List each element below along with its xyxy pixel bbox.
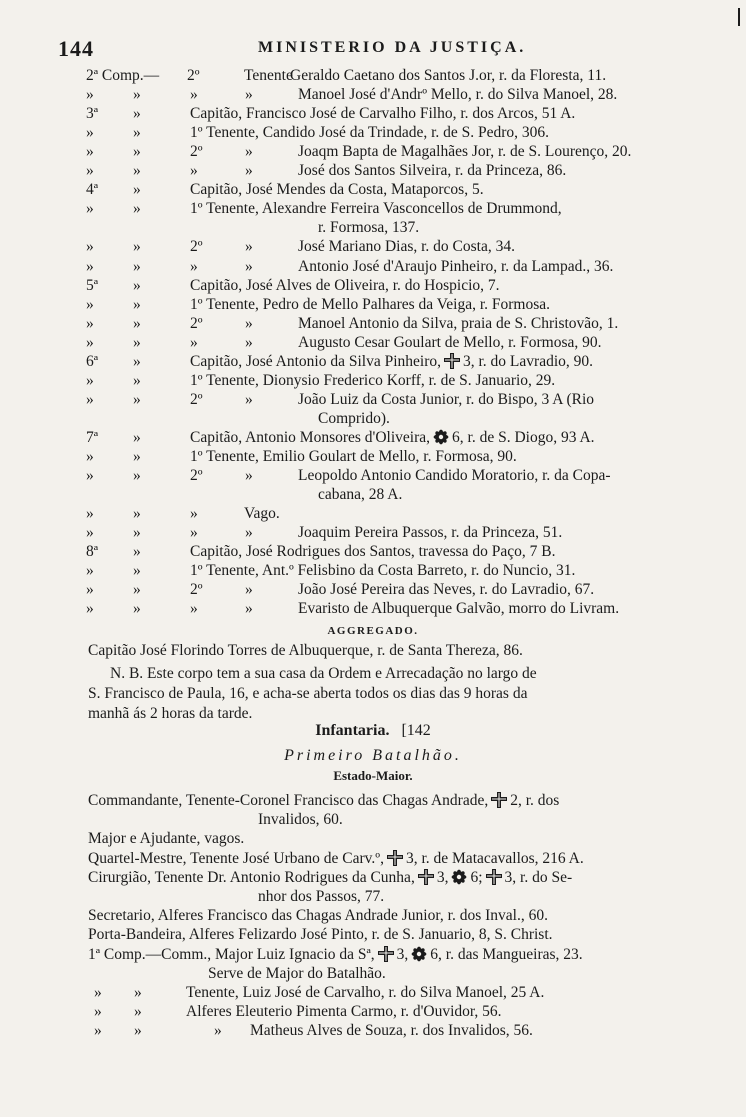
ditto-column: »	[133, 352, 141, 370]
ditto-column: »	[245, 314, 253, 332]
ditto-column: »	[86, 524, 94, 542]
roster-row	[0, 314, 746, 334]
ditto-column: »	[133, 467, 141, 485]
rank-number: 2º	[190, 238, 203, 256]
note-line: manhã ás 2 horas da tarde.	[88, 705, 253, 722]
entry-text: Capitão, Antonio Monsores d'Oliveira,	[190, 428, 431, 446]
ditto-column: 3ª	[86, 105, 99, 123]
roster-row	[0, 352, 746, 372]
ditto-column: »	[133, 371, 141, 389]
entry-text: Evaristo de Albuquerque Galvão, morro do Livram.	[298, 600, 620, 618]
roster-entry	[190, 447, 517, 467]
roster-row	[0, 580, 746, 600]
staff-line	[0, 849, 746, 869]
ditto-column: »	[86, 371, 94, 389]
ditto-column: »	[133, 600, 141, 618]
entry-text: Comprido).	[318, 409, 390, 427]
ditto-column: »	[245, 600, 253, 618]
roster-row	[0, 447, 746, 467]
entry-text: Manoel Antonio da Silva, praia de S. Christovão, 1.	[298, 314, 619, 332]
ditto-column: »	[86, 505, 94, 523]
ditto-column: »	[86, 448, 94, 465]
ditto-column: »	[134, 1003, 142, 1021]
ditto-column: »	[245, 524, 253, 542]
staff-heading: Estado-Maior.	[333, 768, 413, 783]
ditto-column: »	[245, 257, 253, 275]
ditto-column: »	[86, 238, 94, 256]
ditto-column: »	[86, 390, 94, 408]
staff-line	[0, 810, 746, 830]
entry-text: 3,	[396, 945, 409, 963]
roster-entry	[298, 237, 515, 257]
entry-text: 1º Tenente, Pedro de Mello Palhares da Veiga, r. Formosa.	[190, 295, 551, 313]
section-ref: [142	[401, 722, 431, 739]
ditto-column: »	[133, 238, 141, 256]
ditto-column: »	[133, 143, 141, 161]
roster-row	[0, 142, 746, 162]
ditto-column: »	[245, 581, 253, 599]
ditto-column: 8ª	[86, 543, 99, 561]
roster-row	[0, 161, 746, 181]
ditto-column: »	[133, 333, 141, 351]
rank-number: »	[190, 86, 198, 104]
entry-text: Capitão, José Rodrigues dos Santos, travessa do Paço, 7 B.	[190, 543, 556, 561]
staff-entry	[88, 906, 548, 926]
staff-line	[0, 868, 746, 888]
ditto-column: »	[245, 333, 253, 351]
ditto-column: »	[245, 238, 253, 256]
ditto-column: »	[245, 162, 253, 180]
ditto-column: »	[133, 200, 141, 218]
note-line: N. B. Este corpo tem a sua casa da Ordem e Arrecadação no largo de	[110, 665, 537, 682]
entry-text: 6, r. de S. Diogo, 93 A.	[452, 428, 595, 446]
ditto-column: 5ª	[86, 276, 99, 294]
staff-line	[0, 791, 746, 811]
staff-line	[0, 906, 746, 926]
entry-text: 3, r. do Se-	[504, 868, 573, 886]
entry-text: Secretario, Alferes Francisco das Chagas Andrade Junior, r. dos Inval., 60.	[88, 907, 548, 925]
ditto-column: »	[245, 467, 253, 485]
staff-entry	[258, 887, 384, 907]
entry-text: 2, r. dos	[510, 792, 560, 809]
running-title: MINISTERIO DA JUSTIÇA.	[258, 39, 527, 56]
roster-entry	[318, 218, 419, 238]
roster-entry	[298, 161, 566, 181]
ditto-column: »	[133, 181, 141, 199]
ditto-column: »	[94, 1022, 102, 1040]
edge-mark	[738, 8, 740, 26]
ditto-column: »	[86, 257, 94, 275]
roster-row	[0, 180, 746, 200]
ditto-column: »	[134, 1022, 142, 1040]
entry-text: 3, r. do Lavradio, 90.	[463, 352, 594, 370]
rank-number: 2º	[190, 314, 203, 332]
roster-row	[0, 599, 746, 619]
entry-text: Porta-Bandeira, Alferes Felizardo José Pinto, r. de S. Januario, 8, S. Christ.	[88, 926, 553, 944]
roster-row	[0, 257, 746, 277]
ditto-column: »	[86, 333, 94, 351]
entry-text: 6;	[470, 868, 483, 886]
ditto-column: »	[133, 505, 141, 523]
staff-entry	[88, 829, 244, 849]
ditto-column: »	[94, 1003, 102, 1021]
ditto-column: »	[133, 162, 141, 180]
roster-row	[0, 218, 746, 238]
ditto-column: »	[133, 86, 141, 104]
roster-entry	[244, 504, 280, 524]
staff-line	[0, 945, 746, 965]
entry-text: Capitão, José Alves de Oliveira, r. do Hospicio, 7.	[190, 276, 500, 294]
roster-row	[0, 523, 746, 543]
battalion-title: Primeiro Batalhão.	[284, 747, 462, 764]
rank-number: 2º	[190, 467, 203, 485]
roster-entry	[290, 66, 606, 86]
roster-entry	[190, 371, 555, 391]
entry-text: 1º Tenente, Emilio Goulart de Mello, r. Formosa, 90.	[190, 448, 517, 465]
staff-entry	[186, 983, 544, 1003]
staff-entry	[250, 1021, 533, 1041]
ditto-column: »	[86, 314, 94, 332]
roster-entry	[190, 104, 575, 124]
ditto-column: »	[86, 124, 94, 142]
entry-text: Joaquim Pereira Passos, r. da Princeza, 51.	[298, 524, 563, 542]
note-line: S. Francisco de Paula, 16, e acha-se aberta todos os dias das 9 horas da	[88, 685, 528, 702]
entry-text: José dos Santos Silveira, r. da Princeza, 86.	[298, 162, 567, 180]
entry-text: Serve de Major do Batalhão.	[208, 964, 386, 982]
staff-line	[0, 829, 746, 849]
ditto-column: »	[133, 276, 141, 294]
roster-row	[0, 561, 746, 581]
roster-row	[0, 333, 746, 353]
roster-entry	[190, 542, 556, 562]
ditto-column: »	[245, 143, 253, 161]
roster-entry	[298, 142, 631, 162]
roster-row	[0, 237, 746, 257]
roster-row	[0, 390, 746, 410]
staff-line	[0, 1002, 746, 1022]
roster-row	[0, 466, 746, 486]
ditto-column: »	[86, 467, 94, 485]
ditto-column: »	[133, 562, 141, 580]
roster-row	[0, 485, 746, 505]
entry-text: Commandante, Tenente-Coronel Francisco das Chagas Andrade,	[88, 792, 489, 809]
ditto-column: »	[134, 984, 142, 1001]
entry-text: Quartel-Mestre, Tenente José Urbano de Carv.º,	[88, 849, 384, 867]
rank-number: »	[190, 524, 198, 542]
rank-number: »	[190, 333, 198, 351]
ditto-column: »	[133, 390, 141, 408]
entry-text: Joaqm Bapta de Magalhães Jor, r. de S. Lourenço, 20.	[298, 143, 632, 161]
roster-row	[0, 123, 746, 143]
roster-entry	[190, 276, 500, 296]
staff-entry	[88, 925, 553, 945]
ditto-column: »	[245, 86, 253, 104]
rank-number: »	[190, 162, 198, 180]
ditto-column: 7ª	[86, 428, 99, 446]
roster-entry	[298, 466, 611, 486]
roster-row	[0, 542, 746, 562]
staff-line	[0, 964, 746, 984]
ditto-column: »	[133, 428, 141, 446]
roster-entry	[190, 561, 575, 581]
roster-row	[0, 409, 746, 429]
section-title: Infantaria.	[315, 722, 390, 739]
roster-entry	[298, 314, 618, 334]
entry-text: Antonio José d'Araujo Pinheiro, r. da Lampad., 36.	[298, 257, 614, 275]
staff-line	[0, 1021, 746, 1041]
entry-text: nhor dos Passos, 77.	[258, 888, 385, 905]
entry-text: 1º Tenente, Ant.º Felisbino da Costa Barreto, r. do Nuncio, 31.	[190, 562, 576, 580]
entry-text: Matheus Alves de Souza, r. dos Invalidos, 56.	[250, 1022, 533, 1040]
rank-number: 2º	[190, 390, 203, 408]
ditto-column: »	[133, 105, 141, 123]
entry-text: Geraldo Caetano dos Santos J.or, r. da Floresta, 11.	[290, 67, 607, 84]
staff-line	[0, 983, 746, 1003]
ditto-column: »	[133, 543, 141, 561]
roster-row	[0, 371, 746, 391]
entry-text: Capitão, José Antonio da Silva Pinheiro,	[190, 352, 441, 370]
rank-number: 2º	[187, 67, 200, 84]
ditto-column: »	[245, 390, 253, 408]
ditto-column: Tenente	[244, 67, 293, 84]
entry-text: r. Formosa, 137.	[318, 219, 420, 237]
roster-entry	[298, 599, 619, 619]
entry-text: 1º Tenente, Alexandre Ferreira Vasconcellos de Drummond,	[190, 200, 562, 218]
roster-row	[0, 428, 746, 448]
entry-text: João José Pereira das Neves, r. do Lavradio, 67.	[298, 581, 595, 599]
ditto-column: »	[133, 448, 141, 465]
roster-row	[0, 85, 746, 105]
roster-row	[0, 504, 746, 524]
entry-text: João Luiz da Costa Junior, r. do Bispo, 3 A (Rio	[298, 390, 595, 408]
roster-entry	[298, 85, 617, 105]
ditto-column: »	[133, 124, 141, 142]
ditto-column: »	[94, 984, 102, 1001]
entry-text: Cirurgião, Tenente Dr. Antonio Rodrigues da Cunha,	[88, 868, 415, 886]
ditto-column: »	[86, 562, 94, 580]
ditto-column: »	[86, 86, 94, 104]
section-heading	[0, 722, 746, 740]
roster-entry	[190, 180, 484, 200]
roster-entry	[298, 523, 562, 543]
page-header	[58, 36, 716, 60]
roster-row	[0, 66, 746, 86]
staff-entry	[208, 964, 386, 984]
roster-entry	[190, 123, 549, 143]
ditto-column: »	[133, 257, 141, 275]
roster-entry	[318, 485, 402, 505]
staff-entry	[186, 1002, 502, 1022]
roster-entry	[298, 580, 594, 600]
roster-entry	[298, 333, 602, 353]
roster-row	[0, 276, 746, 296]
entry-text: Leopoldo Antonio Candido Moratorio, r. da Copa-	[298, 467, 611, 485]
ditto-column: »	[214, 1022, 222, 1040]
entry-text: Alferes Eleuterio Pimenta Carmo, r. d'Ouvidor, 56.	[186, 1003, 502, 1021]
entry-text: 3,	[436, 868, 449, 886]
entry-text: Tenente, Luiz José de Carvalho, r. do Silva Manoel, 25 A.	[186, 984, 545, 1001]
ditto-column: »	[133, 581, 141, 599]
staff-line	[0, 925, 746, 945]
ditto-column: »	[133, 295, 141, 313]
entry-text: Vago.	[244, 505, 280, 523]
aggregated-line: Capitão José Florindo Torres de Albuquerque, r. de Santa Thereza, 86.	[88, 642, 523, 659]
ditto-column: 4ª	[86, 181, 99, 199]
rank-number: »	[190, 600, 198, 618]
ditto-column: »	[86, 295, 94, 313]
roster-row	[0, 295, 746, 315]
roster-entry	[298, 257, 613, 277]
roster-row	[0, 199, 746, 219]
ditto-column: 2ª Comp.—	[86, 67, 160, 84]
roster-entry	[190, 199, 562, 219]
ditto-column: 6ª	[86, 352, 99, 370]
ditto-column: »	[86, 581, 94, 599]
entry-text: 1º Tenente, Dionysio Frederico Korff, r. de S. Januario, 29.	[190, 371, 556, 389]
entry-text: 1ª Comp.—Comm., Major Luiz Ignacio da Sª,	[88, 945, 375, 963]
aggregated-heading: AGGREGADO.	[327, 625, 419, 637]
ditto-column: »	[133, 314, 141, 332]
rank-number: »	[190, 505, 198, 523]
roster-row	[0, 104, 746, 124]
entry-text: José Mariano Dias, r. do Costa, 34.	[298, 238, 515, 256]
ditto-column: »	[86, 143, 94, 161]
roster-entry	[190, 295, 550, 315]
roster-entry	[318, 409, 390, 429]
ditto-column: »	[86, 162, 94, 180]
ditto-column: »	[133, 524, 141, 542]
entry-text: Capitão, Francisco José de Carvalho Filho, r. dos Arcos, 51 A.	[190, 105, 576, 123]
ditto-column: »	[86, 600, 94, 618]
ditto-column: »	[86, 200, 94, 218]
rank-number: 2º	[190, 143, 203, 161]
entry-text: cabana, 28 A.	[318, 486, 403, 504]
page-number: 144	[58, 36, 94, 61]
staff-line	[0, 887, 746, 907]
entry-text: 3, r. de Matacavallos, 216 A.	[405, 849, 584, 867]
entry-text: Invalidos, 60.	[258, 811, 343, 829]
entry-text: Augusto Cesar Goulart de Mello, r. Formosa, 90.	[298, 333, 602, 351]
rank-number: 2º	[190, 581, 203, 599]
roster-entry	[298, 390, 594, 410]
staff-entry	[258, 810, 343, 830]
rank-number: »	[190, 257, 198, 275]
entry-text: Capitão, José Mendes da Costa, Mataporcos, 5.	[190, 181, 484, 199]
entry-text: 1º Tenente, Candido José da Trindade, r. de S. Pedro, 306.	[190, 124, 550, 142]
entry-text: 6, r. das Mangueiras, 23.	[430, 945, 583, 963]
entry-text: Manoel José d'Andrº Mello, r. do Silva Manoel, 28.	[298, 86, 618, 104]
entry-text: Major e Ajudante, vagos.	[88, 830, 245, 848]
